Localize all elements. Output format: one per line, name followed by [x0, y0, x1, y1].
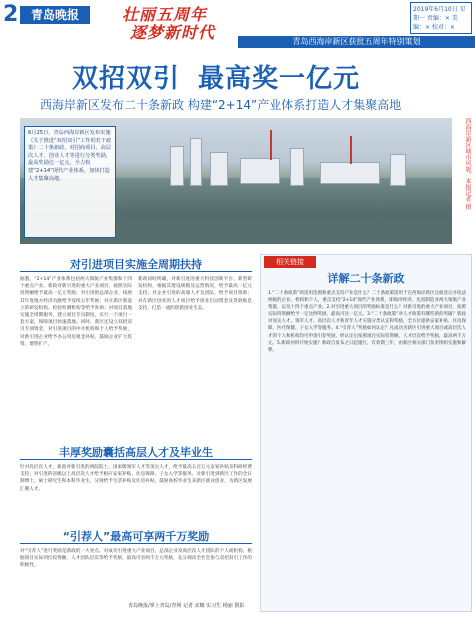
page-number: 2	[3, 2, 19, 27]
photo-crane	[350, 136, 352, 164]
section3-body: 对“引荐人”进行奖励是新政的一大亮点。对成功引进重大产业项目、总部企业及高层次人才团队的个人或机构，根据项目实际到位投资额、人才团队层次等给予奖励，最高可享两千万元奖励，充分调动全社会参与双招双引工作的积极性。	[20, 549, 252, 569]
slogan-line1: 壮丽五周年	[122, 5, 208, 24]
issue-meta: 2019年6月10日 星期一 责编：× 美编：× 校对：×	[410, 2, 472, 34]
photo-building	[320, 162, 380, 184]
photo-caption: 西海岸新区城市风貌。本报记者 摄	[464, 118, 471, 210]
sidebar-body: 1.“二十条政策”的适用范围和重点支持产业是什么？二十条政策适用于在西海岸新区注册登记并依法纳税的企业、机构和个人，重点支持“2+14”现代产业体系，即海洋经济、先进制造业两大领航产业集群，以及十四个重点产业。2.对引进重大项目的奖励标准是什么？对新引进的重大产业项目，按照实际投资额给予一定比例奖励，最高可达一亿元。3.“二十条政策”对人才政策有哪些新的突破？新政对顶尖人才、领军人才、高层次人才和青年人才实施分类认定和奖励，全方位提供安家补贴、住房保障、医疗保健、子女入学等服务。4.“引荐人”奖励如何认定？凡成功为新区引进重大项目或高层次人才的个人和机构均可申请引荐奖励，经认定后按照项目实际投资额、人才层次给予奖励，最高两千万元。5.新政何时开始实施？新政自发布之日起施行，有效期三年，由新区相关部门负责组织实施和解释。	[268, 291, 466, 353]
anniversary-banner: 青岛西海岸新区获批五周年特别策划	[238, 36, 475, 48]
headline-right: 最高奖一亿元	[198, 64, 361, 94]
section1-body: 据悉，“2+14”产业体系包括两大领航产业集群和十四个重点产业。新政对新引进的重大产业项目，按照实际投资额给予最高一亿元奖励；对引进的总部企业，按照其年度地方经济贡献给予连续五年奖励；对在新区新设立的研发机构、检验检测机构等给予补助；对项目落地实施全周期服务，建立项目专员制度，实行一个项目一套方案，保障项目快速落地。同时，新区还设立双招双引专项资金，对引进项目的中介机构和个人给予奖励，对新引进企业给予办公用房租金补贴，鼓励企业扩大投资、增资扩产。	[20, 277, 132, 347]
main-headline	[72, 58, 360, 95]
section3-title: “引荐人”最高可享两千万奖励	[62, 530, 210, 543]
masthead	[0, 0, 475, 48]
photo-building	[390, 154, 406, 186]
byline: 青岛晚报/掌上青岛/青网 记者 宋娜 实习生 杨丽 摄影	[128, 603, 245, 609]
right-col-body: 新政同时明确，对新引进的重大科技创新平台、新型研发机构，根据其建设规模及运营情况，给予最高一亿元支持；对企业引进的高端人才及团队，给予项目资助；对在新区创业的人才项目给予创业启动资金及贷款贴息支持，打造一流的创新创业生态。	[138, 277, 252, 311]
lead-paragraph: 6月25日，青岛西海岸新区发布实施《关于推进“双招双引”工作的若干政策》二十条新政，对招商项目、高层次人才、创业人才等进行分类奖励，最高奖励达一亿元，全力构建“2+14”现代产业体系，加快打造人才集聚高地。	[24, 126, 116, 238]
sidebar-tag: 相关链接	[264, 256, 316, 268]
photo-building	[290, 148, 304, 186]
section2-body: 针对高层次人才，新政对新引进的两院院士、国家级领军人才等顶尖人才，给予最高五百万元安家补贴及科研经费支持；对引进的省级以上高层次人才给予相应安家补贴、住房保障、子女入学等服务。对新引进到新区工作的全日制博士、硕士研究生和本科毕业生，分别给予生活补贴及住房补贴，鼓励高校毕业生来新区就业创业，为新区发展汇聚人才。	[20, 465, 252, 492]
sidebar-title: 详解二十条新政	[327, 272, 405, 285]
section1-title: 对引进项目实施全周期扶持	[70, 258, 202, 271]
photo-building	[190, 138, 202, 186]
subheadline: 西海岸新区发布二十条新政 构建“2+14”产业体系打造人才集聚高地	[40, 98, 402, 112]
section2-title: 丰厚奖励囊括高层人才及毕业生	[59, 446, 213, 459]
headline-left: 双招双引	[72, 64, 181, 94]
slogan-line2: 逐梦新时代	[130, 23, 216, 42]
photo-building	[210, 152, 228, 186]
photo-building	[240, 158, 280, 184]
photo-crane	[270, 130, 272, 160]
photo-building	[170, 146, 184, 186]
section2-rule	[20, 459, 252, 460]
section3-rule	[20, 543, 252, 544]
paper-name: 青岛晚报	[20, 6, 90, 24]
section1-rule	[20, 271, 252, 272]
